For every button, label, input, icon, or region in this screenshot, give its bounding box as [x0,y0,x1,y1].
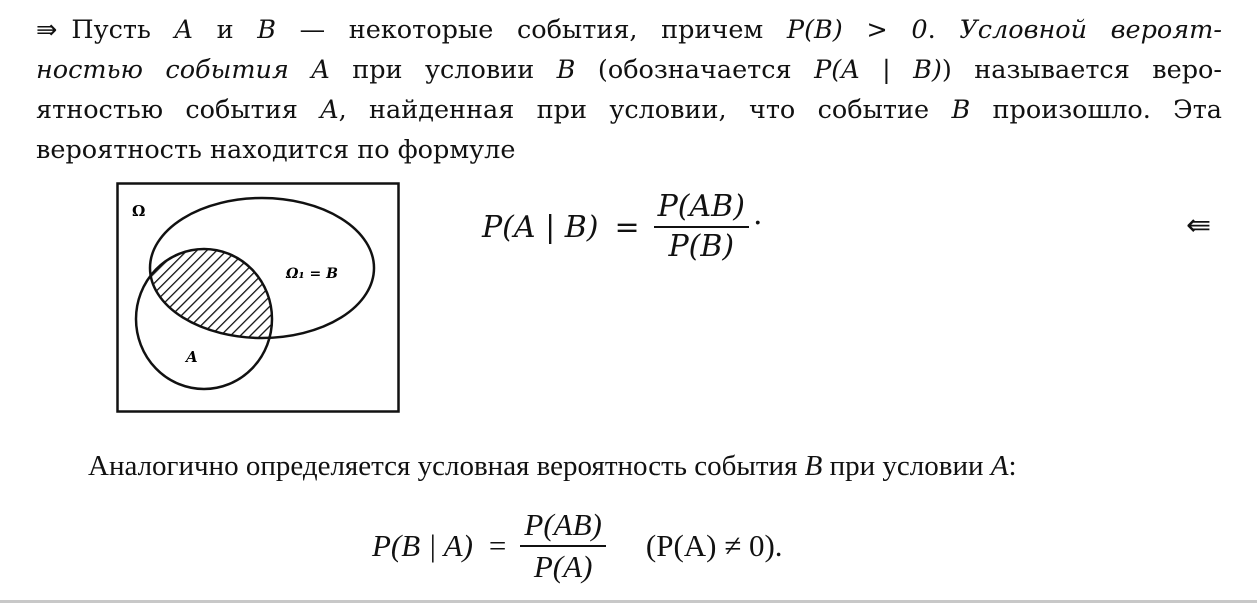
equals-sign: = [488,528,507,563]
math-var: B [951,95,971,125]
text-span: при условии [822,450,991,482]
formula-lhs: P(A | B) [482,209,599,245]
math-expression: P(B) > 0 [786,15,928,45]
paragraph-line-3 [36,90,1222,130]
text-span: и [192,15,258,45]
equals-sign: = [614,209,640,245]
text-span: — некоторые события, причем [275,15,787,45]
paragraph-line-4 [36,130,1222,170]
definition-paragraph [36,10,1222,170]
venn-diagram [116,182,402,414]
emphasized-term: ностью события [36,55,312,85]
fraction [654,188,749,266]
a-label: A [186,348,198,366]
period: . [752,197,763,232]
omega-label: Ω [132,202,146,220]
math-var: A [990,450,1009,482]
omega1-label: Ω₁ = B [286,266,338,282]
emphasized-term: Условной вероят- [959,15,1222,45]
fraction [520,505,605,587]
paragraph-line-1 [36,10,1222,50]
end-marker-icon: ⇚ [1186,208,1212,243]
text-span: : [1008,450,1017,482]
math-var: A [311,55,330,85]
paragraph-line-2 [36,50,1222,90]
text-span: произошло. Эта [970,95,1223,125]
fraction-denominator: P(B) [668,229,735,264]
reverse-conditional-formula [372,505,783,587]
fraction-numerator: P(AB) [524,507,602,542]
formula-lhs: P(B | A) [372,528,473,563]
conditional-probability-formula [482,188,762,266]
text-span: , найденная при условии, что событие [338,95,952,125]
fraction-denominator: P(A) [533,549,593,584]
math-var: A [320,95,339,125]
formula-condition: (P(A) ≠ 0). [645,528,783,563]
text-span: ятностью события [36,95,321,125]
math-var: A [174,15,193,45]
text-span: вероятность находится по формуле [36,135,516,165]
text-span: ) называется веро- [941,55,1223,85]
math-expression: P(A | B) [814,55,942,85]
text-span: при условии [329,55,557,85]
start-marker-icon: ⇛ [36,15,58,45]
math-var: B [804,450,823,482]
fraction-numerator: P(AB) [657,189,745,224]
text-span: Аналогично определяется условная вероятность события [88,450,805,482]
text-span: Пусть [71,15,175,45]
math-var: B [257,15,276,45]
text-span: . [927,15,960,45]
analogous-definition-text [88,450,1017,483]
text-span: (обозначается [575,55,815,85]
math-var: B [556,55,576,85]
